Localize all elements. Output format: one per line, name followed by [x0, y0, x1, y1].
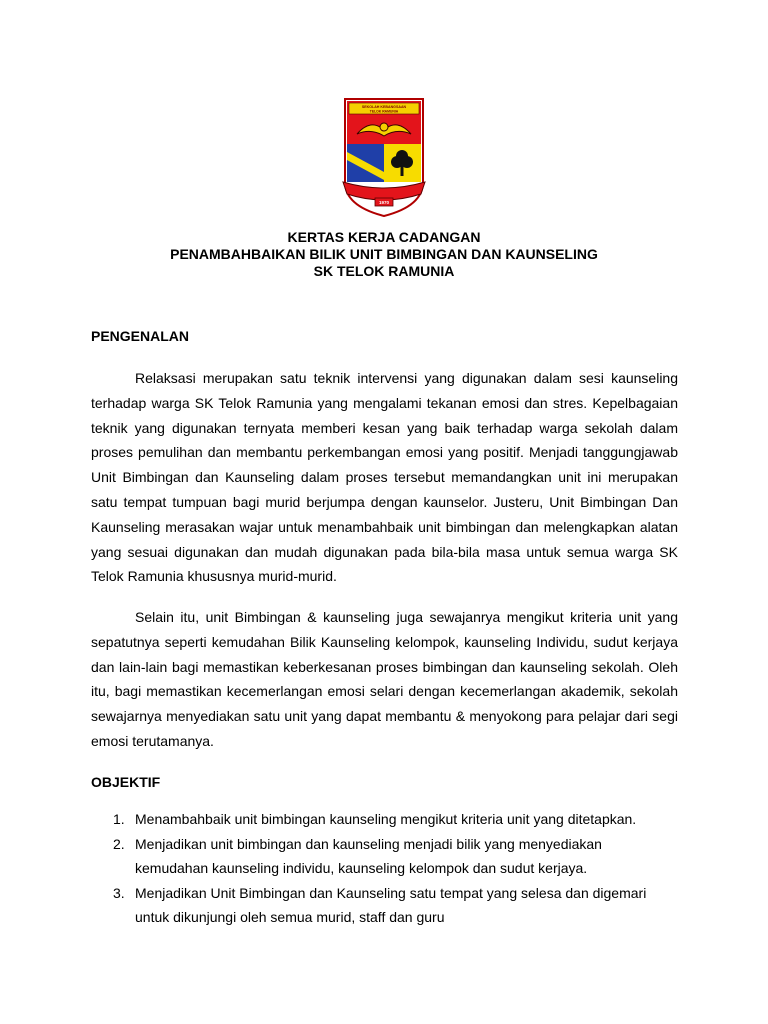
- list-item-text: Menambahbaik unit bimbingan kaunseling mengikut kriteria unit yang ditetapkan.: [135, 811, 637, 827]
- pengenalan-paragraph-2: Selain itu, unit Bimbingan & kaunseling juga sewajanrya mengikut kriteria unit yang sepatutnya seperti kemudahan Bilik Kaunseling kelompok, kaunseling Individu, sudut kerjaya dan lain-lain bagi memastikan keberkesanan proses bimbingan dan kaunseling sekolah. Oleh itu, bagi memastikan kecemerlangan emosi selari dengan kecemerlangan akademik, sekolah sewajarnya menyediakan satu unit yang dapat membantu & menyokong para pelajar dari segi emosi terutamanya.: [91, 609, 678, 749]
- list-item-number: 1.: [113, 811, 125, 827]
- objective-list: [91, 807, 678, 930]
- title-line-1: KERTAS KERJA CADANGAN: [287, 229, 481, 245]
- list-item: [91, 832, 678, 881]
- title-line-3: SK TELOK RAMUNIA: [313, 263, 455, 279]
- svg-text:SEKOLAH KEBANGSAAN: SEKOLAH KEBANGSAAN: [361, 105, 407, 109]
- title-line-2: PENAMBAHBAIKAN BILIK UNIT BIMBINGAN DAN KAUNSELING: [170, 246, 598, 262]
- heading-objektif: OBJEKTIF: [91, 774, 161, 790]
- list-item-text: Menjadikan Unit Bimbingan dan Kaunseling satu tempat yang selesa dan digemari untuk dikunjungi oleh semua murid, staff dan guru: [135, 884, 647, 926]
- list-item: [91, 807, 678, 832]
- pengenalan-paragraph-1: Relaksasi merupakan satu teknik intervensi yang digunakan dalam sesi kaunseling terhadap warga SK Telok Ramunia yang mengalami tekanan emosi dan stres. Kepelbagaian teknik yang digunakan ternyata memberi kesan yang baik terhadap warga sekolah dalam proses pemulihan dan membantu perkembangan emosi yang positif. Menjadi tanggungjawab Unit Bimbingan dan Kaunseling dalam proses tersebut memandangkan unit ini merupakan satu tempat tumpuan bagi murid berjumpa dengan kaunselor. Justeru, Unit Bimbingan Dan Kaunseling merasakan wajar untuk menambahbaik unit bimbingan dan melengkapkan alatan yang sesuai digunakan dan mudah digunakan pada bila-bila masa untuk semua warga SK Telok Ramunia khususnya murid-murid.: [91, 370, 678, 585]
- svg-text:TELOK RAMUNIA: TELOK RAMUNIA: [369, 109, 399, 114]
- list-item-number: 3.: [113, 884, 125, 901]
- list-item-number: 2.: [113, 835, 125, 852]
- list-item: [91, 881, 678, 930]
- list-item-text: Menjadikan unit bimbingan dan kaunseling menjadi bilik yang menyediakan kemudahan kaunseling individu, kaunseling kelompok dan sudut kerjaya.: [135, 835, 602, 877]
- crest-year: 1970: [378, 200, 390, 205]
- heading-pengenalan: PENGENALAN: [91, 328, 190, 344]
- school-crest-logo: [331, 94, 437, 218]
